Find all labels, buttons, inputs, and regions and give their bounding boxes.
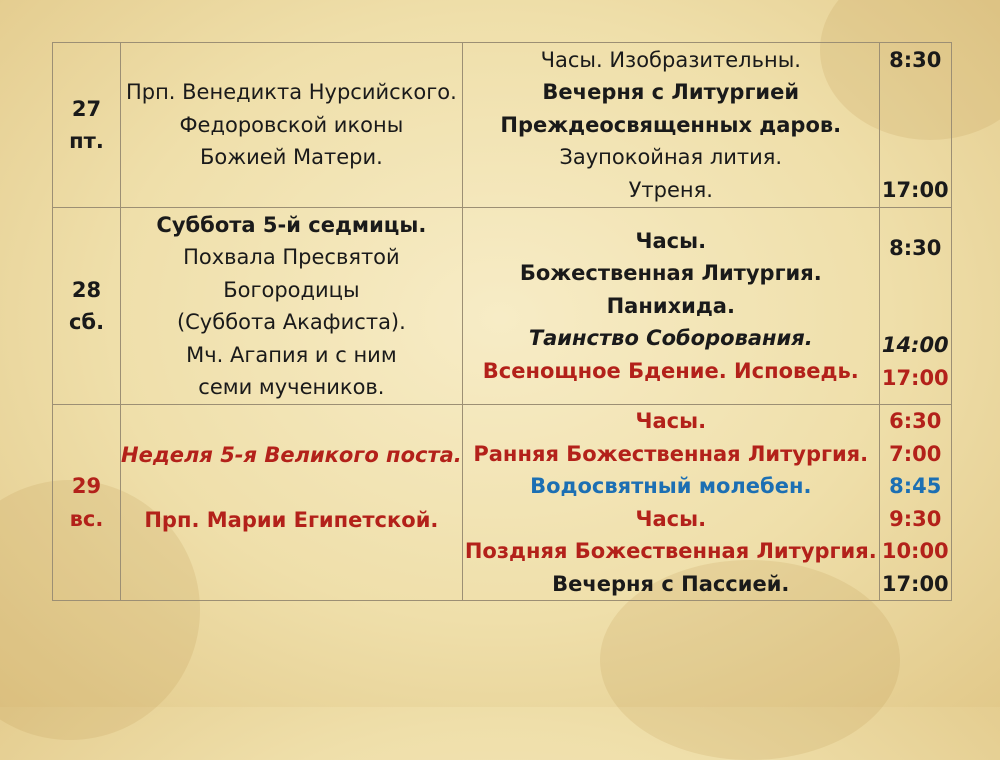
service-line: Часы. Изобразительны. xyxy=(540,47,801,72)
service-line: Часы. xyxy=(635,409,707,433)
service-time: 8:30 xyxy=(889,47,942,72)
service-line: Всенощное Бдение. Исповедь. xyxy=(482,358,859,383)
feast-line: (Суббота Акафиста). xyxy=(176,310,406,334)
service-time: 6:30 xyxy=(889,409,942,433)
feast-cell xyxy=(121,405,463,601)
service-time: 7:00 xyxy=(889,441,942,466)
times-cell xyxy=(879,405,951,601)
feast-cell xyxy=(121,43,463,208)
service-time: 17:00 xyxy=(881,571,949,596)
service-line: Водосвятный молебен. xyxy=(530,474,812,498)
service-line: Вечерня с Литургией xyxy=(542,80,800,105)
date-cell xyxy=(53,43,121,208)
schedule-table xyxy=(52,42,952,601)
service-line: Вечерня с Пассией. xyxy=(552,571,790,596)
schedule-row xyxy=(53,43,952,208)
date-cell xyxy=(53,208,121,405)
service-line: Преждеосвященных даров. xyxy=(500,112,842,137)
service-time: 14:00 xyxy=(881,333,949,358)
times-cell xyxy=(879,208,951,405)
weekday: сб. xyxy=(68,310,105,334)
service-line: Часы. xyxy=(635,228,707,253)
day-number: 27 xyxy=(71,96,102,121)
feast-line: Суббота 5-й седмицы. xyxy=(156,212,427,237)
weekday: пт. xyxy=(69,129,104,153)
services-cell xyxy=(462,405,879,601)
service-line: Утреня. xyxy=(628,177,713,202)
date-cell xyxy=(53,405,121,601)
feast-line: Божией Матери. xyxy=(199,145,383,170)
day-number: 29 xyxy=(71,474,102,498)
schedule-row xyxy=(53,405,952,601)
service-time: 8:45 xyxy=(889,474,942,498)
services-cell xyxy=(462,43,879,208)
feast-line: Неделя 5-я Великого поста. xyxy=(121,443,462,467)
weekday: вс. xyxy=(69,506,104,531)
service-line: Поздняя Божественная Литургия. xyxy=(464,539,877,563)
feast-line: Богородицы xyxy=(223,277,360,302)
feast-cell xyxy=(121,208,463,405)
schedule-row xyxy=(53,208,952,405)
feast-line: Прп. Марии Египетской. xyxy=(144,508,439,532)
service-time: 17:00 xyxy=(881,177,949,202)
service-time: 9:30 xyxy=(889,506,942,531)
service-line: Часы. xyxy=(635,506,707,531)
day-number: 28 xyxy=(71,277,102,302)
feast-line: семи мучеников. xyxy=(198,375,385,399)
service-time: 8:30 xyxy=(889,235,942,260)
times-cell xyxy=(879,43,951,208)
feast-line: Прп. Венедикта Нурсийского. xyxy=(125,80,457,105)
service-time: 10:00 xyxy=(881,539,949,563)
feast-line: Федоровской иконы xyxy=(179,112,404,137)
service-time: 17:00 xyxy=(881,365,949,390)
feast-line: Похвала Пресвятой xyxy=(183,245,400,269)
service-line: Таинство Соборования. xyxy=(528,326,813,351)
feast-line: Мч. Агапия и с ним xyxy=(186,342,397,367)
service-line: Божественная Литургия. xyxy=(519,261,822,286)
service-line: Заупокойная лития. xyxy=(559,145,783,170)
service-line: Ранняя Божественная Литургия. xyxy=(473,441,869,466)
services-cell xyxy=(462,208,879,405)
service-line: Панихида. xyxy=(606,293,735,318)
